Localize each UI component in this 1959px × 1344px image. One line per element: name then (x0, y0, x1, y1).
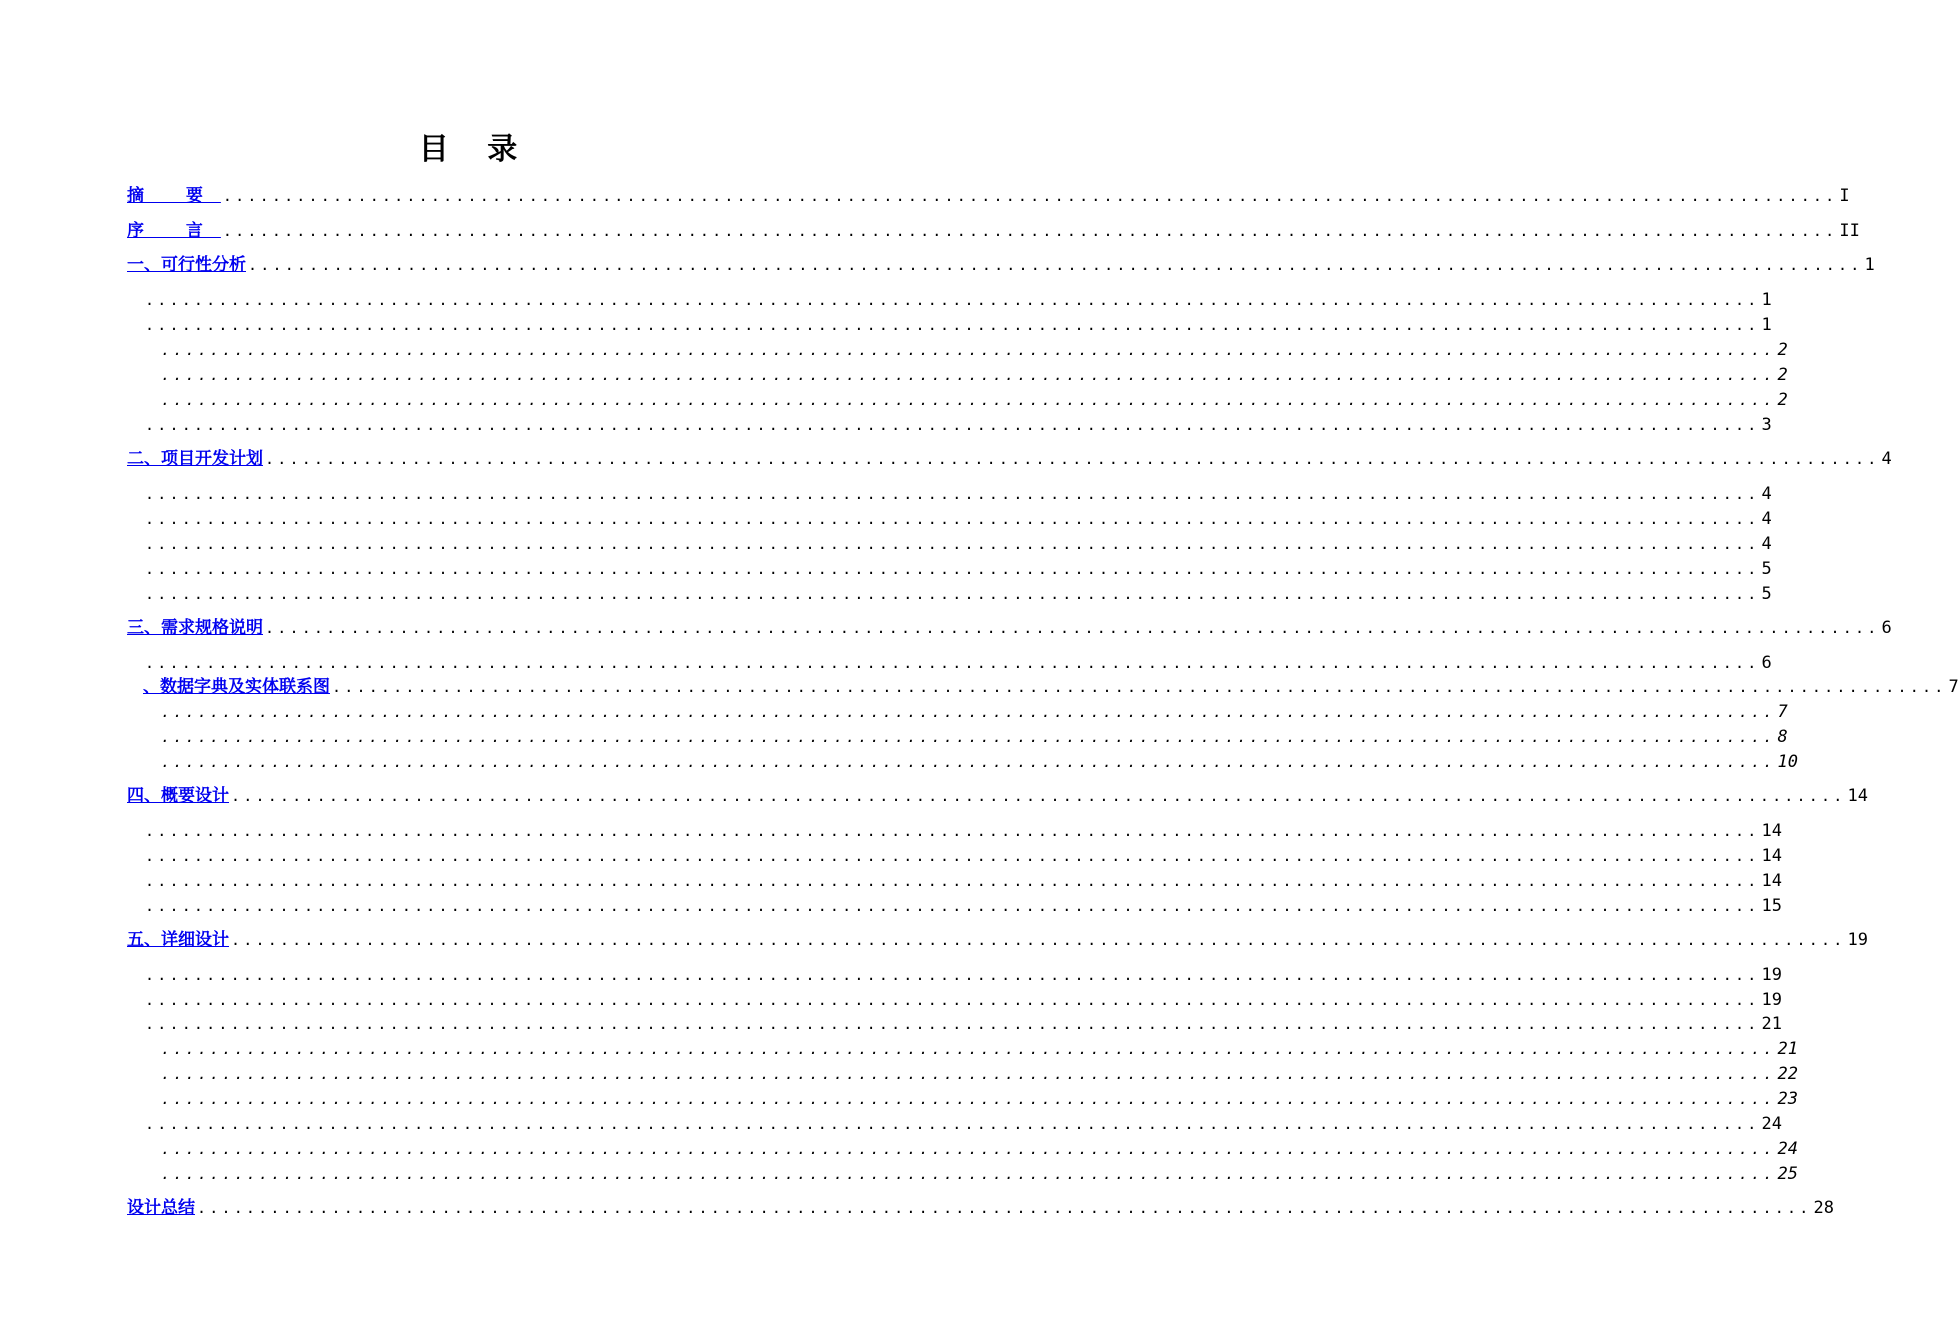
toc-entry[interactable] (143, 313, 1772, 337)
toc-page-number: 1 (1761, 315, 1772, 335)
toc-page-number: 19 (1761, 965, 1782, 985)
toc-page-number: 19 (1761, 990, 1782, 1010)
toc-entry[interactable] (143, 288, 1772, 312)
toc-dot-leader: .................................................................................................................................... (145, 847, 1760, 865)
toc-dot-leader: .................................................................................................................................... (145, 966, 1760, 984)
toc-dot-leader: .................................................................................................................................... (145, 872, 1760, 890)
toc-dot-leader: .................................................................................................................................... (161, 366, 1776, 384)
toc-dot-leader: .................................................................................................................................... (161, 753, 1776, 771)
toc-dot-leader: .................................................................................................................................... (161, 391, 1776, 409)
toc-dot-leader: .................................................................................................................................... (145, 416, 1760, 434)
toc-page-number: 14 (1761, 846, 1782, 866)
toc-entry[interactable] (143, 988, 1782, 1012)
page-title: 目 录 (418, 132, 532, 167)
toc-page-number: 14 (1761, 821, 1782, 841)
toc-entry[interactable] (159, 363, 1788, 387)
toc-page-number: 21 (1761, 1014, 1782, 1034)
toc-entry[interactable] (143, 413, 1772, 437)
toc-page-number: 15 (1761, 896, 1782, 916)
toc-page-number: 14 (1761, 871, 1782, 891)
toc-page-number: 1 (1761, 290, 1772, 310)
toc-entry-link[interactable]: 设计总结 (127, 1198, 195, 1218)
toc-entry[interactable] (159, 750, 1798, 774)
toc-dot-leader: .................................................................................................................................... (161, 341, 1776, 359)
toc-dot-leader: .................................................................................................................................... (222, 222, 1838, 240)
toc-entry[interactable] (159, 1062, 1798, 1086)
toc-entry[interactable] (127, 447, 1892, 471)
toc-page-number: 25 (1777, 1164, 1798, 1184)
toc-entry-link[interactable]: 二、项目开发计划 (127, 449, 263, 469)
toc-entry[interactable] (159, 700, 1788, 724)
toc-page-number: 3 (1761, 415, 1772, 435)
toc-page-number: 21 (1777, 1039, 1798, 1059)
toc-dot-leader: .................................................................................................................................... (161, 1090, 1776, 1108)
toc-page-number: 24 (1777, 1139, 1798, 1159)
toc-entry[interactable] (159, 1162, 1798, 1186)
toc-page-number: 7 (1777, 702, 1788, 722)
toc-dot-leader: .................................................................................................................................... (145, 510, 1760, 528)
toc-dot-leader: .................................................................................................................................... (145, 1115, 1760, 1133)
toc-page-number: 1 (1864, 255, 1875, 275)
toc-dot-leader: .................................................................................................................................... (145, 485, 1760, 503)
toc-dot-leader: .................................................................................................................................... (145, 991, 1760, 1009)
toc-entry-link[interactable]: 一、可行性分析 (127, 255, 246, 275)
toc-page-number: 2 (1777, 340, 1788, 360)
toc-dot-leader: .................................................................................................................................... (161, 1040, 1776, 1058)
toc-entry[interactable] (127, 184, 1850, 208)
toc-entry[interactable] (143, 582, 1772, 606)
toc-dot-leader: .................................................................................................................................... (161, 1065, 1776, 1083)
toc-dot-leader: .................................................................................................................................... (145, 822, 1760, 840)
toc-dot-leader: .................................................................................................................................... (231, 931, 1846, 949)
toc-page-number: 6 (1761, 653, 1772, 673)
toc-entry-link[interactable]: 五、详细设计 (127, 930, 229, 950)
toc-page-number: 8 (1777, 727, 1788, 747)
toc-dot-leader: .................................................................................................................................... (145, 291, 1760, 309)
toc-page-number: II (1839, 221, 1860, 241)
toc-dot-leader: .................................................................................................................................... (161, 728, 1776, 746)
toc-page-number: 23 (1777, 1089, 1798, 1109)
toc-dot-leader: .................................................................................................................................... (161, 703, 1776, 721)
toc-page-number: 4 (1761, 534, 1772, 554)
toc-entry[interactable] (127, 253, 1875, 277)
toc-page-number: 6 (1881, 618, 1892, 638)
toc-page-number: 19 (1847, 930, 1868, 950)
toc-dot-leader: .................................................................................................................................... (145, 654, 1760, 672)
toc-dot-leader: .................................................................................................................................... (145, 585, 1760, 603)
toc-entry[interactable] (143, 1112, 1782, 1136)
toc-entry[interactable] (143, 894, 1782, 918)
toc-entry[interactable] (143, 482, 1772, 506)
toc-dot-leader: .................................................................................................................................... (161, 1165, 1776, 1183)
toc-dot-leader: .................................................................................................................................... (145, 560, 1760, 578)
toc-entry[interactable] (159, 725, 1788, 749)
toc-dot-leader: .................................................................................................................................... (145, 316, 1760, 334)
toc-dot-leader: .................................................................................................................................... (222, 187, 1838, 205)
toc-dot-leader: .................................................................................................................................... (161, 1140, 1776, 1158)
toc-dot-leader: .................................................................................................................................... (265, 450, 1880, 468)
toc-page-number: 4 (1881, 449, 1892, 469)
toc-entry[interactable] (159, 1087, 1798, 1111)
toc-entry[interactable] (159, 338, 1788, 362)
toc-entry[interactable] (143, 675, 1959, 699)
toc-dot-leader: .................................................................................................................................... (265, 619, 1880, 637)
toc-entry[interactable] (127, 1196, 1834, 1220)
toc-entry-link[interactable]: 、数据字典及实体联系图 (143, 677, 330, 697)
toc-page-number: 4 (1761, 509, 1772, 529)
toc-entry[interactable] (159, 388, 1788, 412)
toc-dot-leader: .................................................................................................................................... (197, 1199, 1812, 1217)
toc-entry[interactable] (143, 507, 1772, 531)
toc-entry[interactable] (127, 928, 1868, 952)
toc-page-number: 14 (1847, 786, 1868, 806)
toc-dot-leader: .................................................................................................................................... (145, 535, 1760, 553)
toc-dot-leader: .................................................................................................................................... (145, 897, 1760, 915)
toc-entry[interactable] (127, 219, 1860, 243)
toc-page-number: 10 (1777, 752, 1798, 772)
toc-entry[interactable] (159, 1037, 1798, 1061)
toc-dot-leader: .................................................................................................................................... (332, 678, 1947, 696)
toc-entry-link[interactable]: 序 言 (127, 221, 221, 241)
toc-page-number: 7 (1948, 677, 1959, 697)
toc-page-number: I (1839, 186, 1850, 206)
toc-entry-link[interactable]: 三、需求规格说明 (127, 618, 263, 638)
toc-entry[interactable] (143, 651, 1772, 675)
toc-entry[interactable] (143, 869, 1782, 893)
toc-entry[interactable] (143, 963, 1782, 987)
toc-entry[interactable] (143, 1012, 1782, 1036)
toc-entry[interactable] (143, 532, 1772, 556)
toc-entry[interactable] (143, 844, 1782, 868)
toc-entry[interactable] (143, 557, 1772, 581)
toc-dot-leader: .................................................................................................................................... (145, 1015, 1760, 1033)
toc-page-number: 4 (1761, 484, 1772, 504)
toc-dot-leader: .................................................................................................................................... (231, 787, 1846, 805)
toc-page-number: 22 (1777, 1064, 1798, 1084)
toc-page-number: 28 (1813, 1198, 1834, 1218)
toc-entry-link[interactable]: 摘 要 (127, 186, 221, 206)
toc-page-number: 2 (1777, 365, 1788, 385)
toc-page-number: 2 (1777, 390, 1788, 410)
toc-dot-leader: .................................................................................................................................... (248, 256, 1863, 274)
toc-entry[interactable] (127, 616, 1892, 640)
toc-entry-link[interactable]: 四、概要设计 (127, 786, 229, 806)
toc-page-number: 5 (1761, 559, 1772, 579)
toc-entry[interactable] (143, 819, 1782, 843)
toc-entry[interactable] (159, 1137, 1798, 1161)
toc-page-number: 5 (1761, 584, 1772, 604)
toc-page-number: 24 (1761, 1114, 1782, 1134)
toc-entry[interactable] (127, 784, 1868, 808)
